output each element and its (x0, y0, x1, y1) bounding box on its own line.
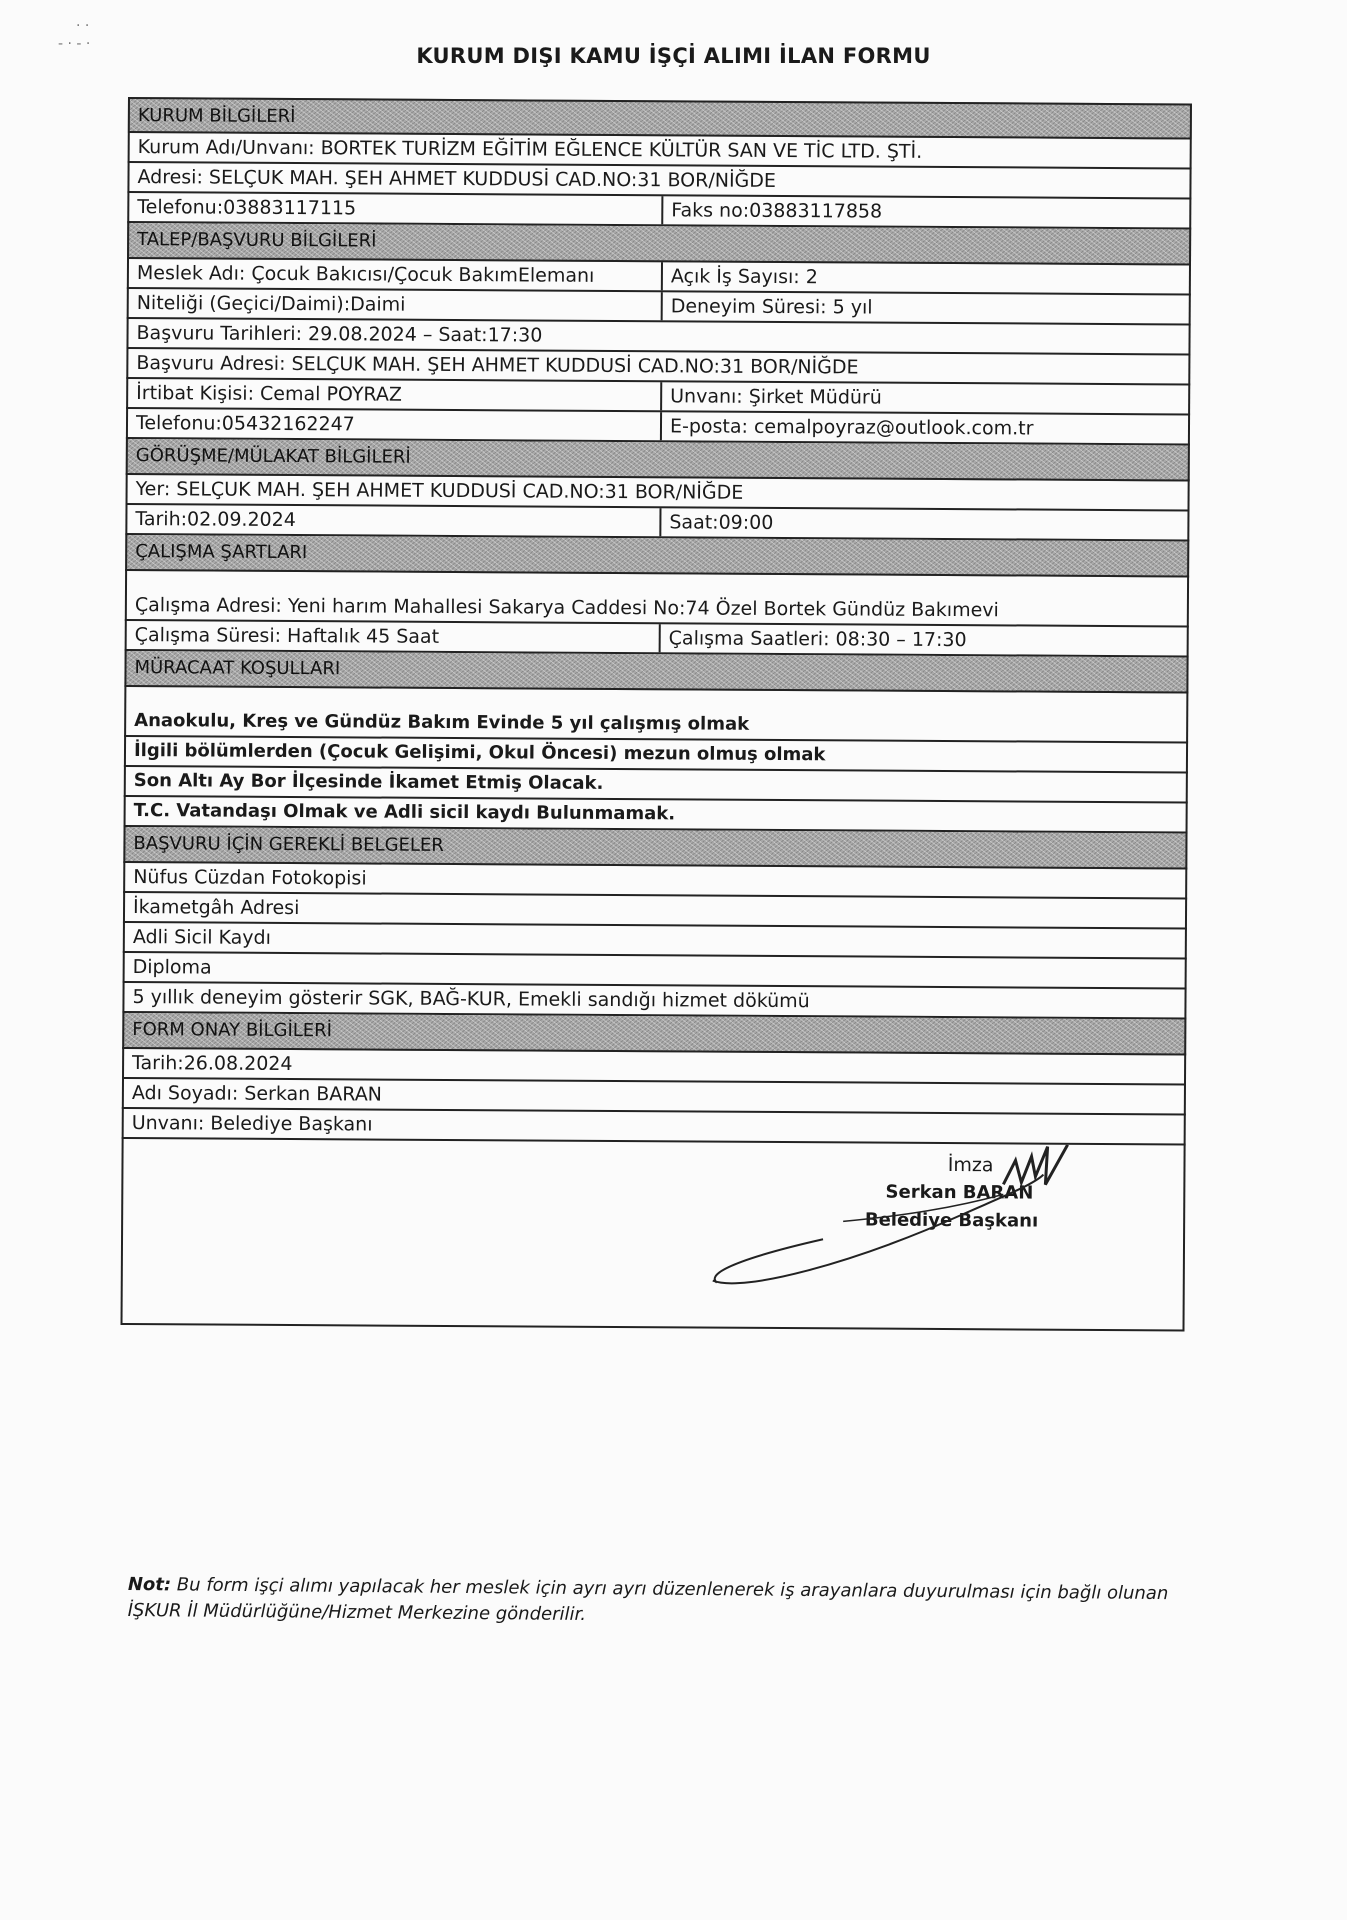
meslek-adi: Meslek Adı: Çocuk Bakıcısı/Çocuk BakımElemanı (129, 259, 663, 290)
calisma-saatleri: Çalışma Saatleri: 08:30 – 17:30 (668, 627, 967, 652)
section-title: KURUM BİLGİLERİ (137, 105, 296, 128)
gerekli-belge: Nüfus Cüzdan Fotokopisi (133, 866, 367, 890)
gorusme-tarih: Tarih:02.09.2024 (127, 505, 661, 536)
onay-tarih: Tarih:26.08.2024 (132, 1052, 293, 1076)
gorusme-yer: Yer: SELÇUK MAH. ŞEH AHMET KUDDUSİ CAD.NO:31 BOR/NİĞDE (135, 478, 744, 504)
note-label: Not: (127, 1573, 172, 1596)
calisma-adresi: Çalışma Adresi: Yeni harım Mahallesi Sakarya Caddesi No:74 Özel Bortek Gündüz Bakımevi (134, 594, 999, 622)
gerekli-belge: Diploma (132, 956, 212, 979)
deneyim-suresi: Deneyim Süresi: 5 yıl (670, 295, 873, 319)
page-title: KURUM DIŞI KAMU İŞÇİ ALIMI İLAN FORMU (416, 44, 931, 68)
section-title: FORM ONAY BİLGİLERİ (132, 1019, 333, 1042)
calisma-suresi: Çalışma Süresi: Haftalık 45 Saat (127, 621, 661, 652)
section-title: ÇALIŞMA ŞARTLARI (135, 541, 308, 564)
section-title: MÜRACAAT KOŞULLARI (134, 657, 341, 680)
gerekli-belge: İkametgâh Adresi (132, 896, 300, 920)
section-title: TALEP/BAŞVURU BİLGİLERİ (137, 229, 377, 252)
kurum-telefon: Telefonu:03883117115 (129, 193, 663, 224)
gerekli-belge: Adli Sicil Kaydı (132, 926, 271, 949)
gerekli-belge: 5 yıllık deneyim gösterir SGK, BAĞ-KUR, Emekli sandığı hizmet dökümü (132, 986, 810, 1013)
kurum-adi: Kurum Adı/Unvanı: BORTEK TURİZM EĞİTİM EĞLENCE KÜLTÜR SAN VE TİC LTD. ŞTİ. (137, 136, 923, 163)
signer-name: Serkan BARAN (885, 1181, 1034, 1204)
scan-speck: - · - · (58, 36, 91, 52)
muracaat-kosulu: Anaokulu, Kreş ve Gündüz Bakım Evinde 5 yıl çalışmış olmak (134, 710, 750, 735)
section-title: BAŞVURU İÇİN GEREKLİ BELGELER (133, 833, 444, 856)
signer-title: Belediye Başkanı (864, 1209, 1039, 1232)
announcement-form (120, 97, 1191, 1331)
signature-area (120, 1139, 1185, 1331)
muracaat-kosulu: İlgili bölümlerden (Çocuk Gelişimi, Okul Öncesi) mezun olmuş olmak (133, 740, 826, 766)
section-title: GÖRÜŞME/MÜLAKAT BİLGİLERİ (135, 445, 411, 468)
irtibat-unvani: Unvanı: Şirket Müdürü (670, 385, 882, 409)
muracaat-kosulu: Son Altı Ay Bor İlçesinde İkamet Etmiş Olacak. (133, 770, 604, 794)
kurum-faks: Faks no:03883117858 (671, 199, 883, 223)
imza-label: İmza (947, 1154, 994, 1177)
note-text: Bu form işçi alımı yapılacak her meslek için ayrı ayrı düzenlenerek iş arayanlara duyurulması için bağlı olunan İŞKUR İl Müdürlüğüne/Hizmet Merkezine gönderilir. (127, 1574, 1169, 1625)
basvuru-tarihleri: Başvuru Tarihleri: 29.08.2024 – Saat:17:30 (136, 322, 543, 347)
basvuru-adresi: Başvuru Adresi: SELÇUK MAH. ŞEH AHMET KUDDUSİ CAD.NO:31 BOR/NİĞDE (136, 352, 859, 379)
onay-adi-soyadi: Adı Soyadı: Serkan BARAN (131, 1082, 383, 1106)
footnote (128, 1572, 1203, 1633)
kurum-adres: Adresi: SELÇUK MAH. ŞEH AHMET KUDDUSİ CAD.NO:31 BOR/NİĞDE (137, 166, 777, 192)
onay-unvani: Unvanı: Belediye Başkanı (131, 1112, 373, 1136)
scan-speck: · · (76, 18, 90, 34)
gorusme-saat: Saat:09:00 (669, 511, 774, 534)
irtibat-kisisi: İrtibat Kişisi: Cemal POYRAZ (128, 379, 662, 410)
muracaat-kosulu: T.C. Vatandaşı Olmak ve Adli sicil kaydı Bulunmamak. (133, 800, 676, 825)
acik-is-sayisi: Açık İş Sayısı: 2 (670, 265, 818, 289)
irtibat-eposta: E-posta: cemalpoyraz@outlook.com.tr (669, 415, 1034, 440)
niteligi: Niteliği (Geçici/Daimi):Daimi (129, 289, 663, 320)
signature-icon (703, 1143, 1124, 1296)
irtibat-telefonu: Telefonu:05432162247 (128, 409, 662, 440)
